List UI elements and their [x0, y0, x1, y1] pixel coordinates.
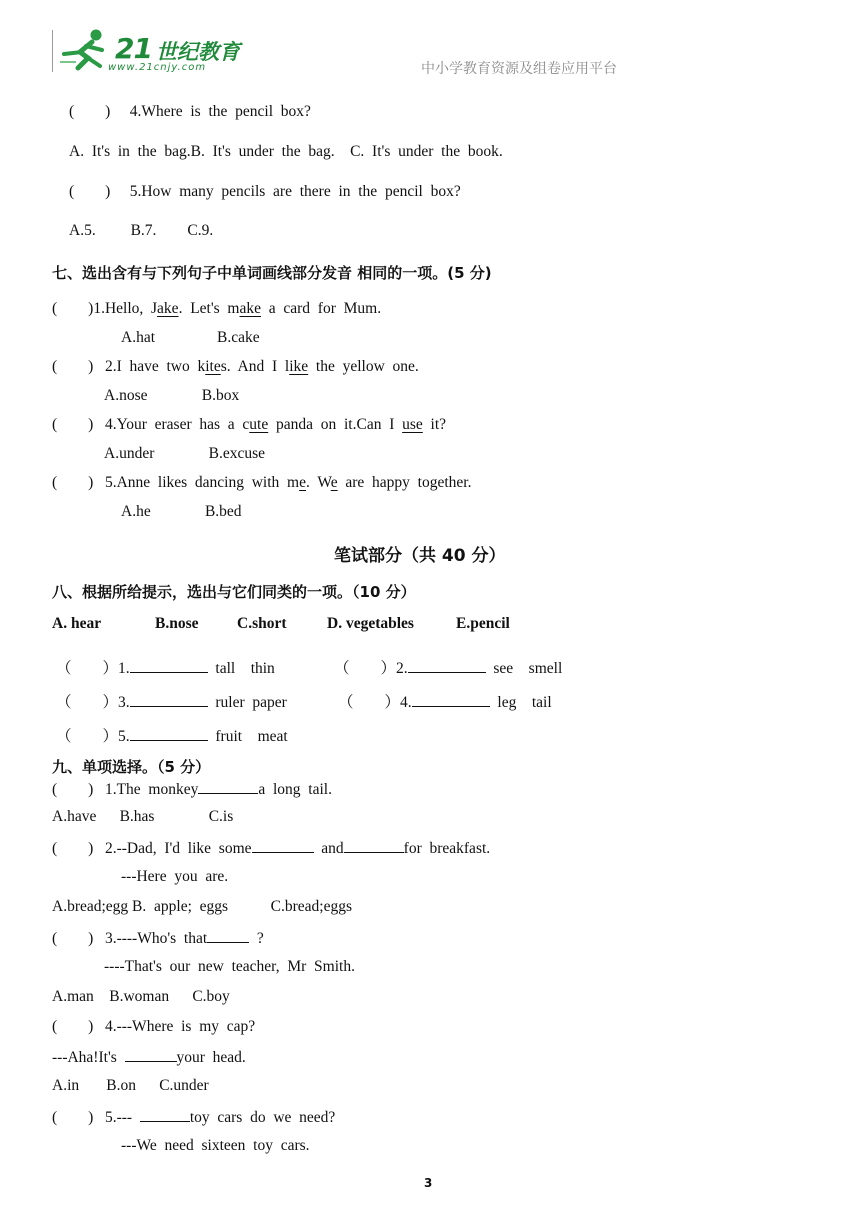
- runner-logo-icon: [58, 28, 110, 72]
- platform-name: 中小学教育资源及组卷应用平台: [421, 61, 617, 77]
- section-8-title: 八、根据所给提示，选出与它们同类的一项。（10 分）: [52, 583, 416, 601]
- s9-question-4: ( ) 4.---Where is my cap?: [52, 1018, 256, 1035]
- s9-question-2: ( ) 2.--Dad, I'd like some and for breakfast.: [52, 840, 491, 857]
- question-5-options: A.5. B.7. C.9.: [69, 222, 214, 239]
- s7-question-1-options: A.hat B.cake: [121, 329, 260, 346]
- s9-question-2-reply: ---Here you are.: [121, 868, 229, 885]
- s8-option-c: C.short: [237, 615, 287, 632]
- question-4: ( ) 4.Where is the pencil box?: [69, 103, 311, 120]
- s8-question-2: （ ）2. see smell: [334, 660, 563, 677]
- s7-question-2-options: A.nose B.box: [104, 387, 240, 404]
- s7-question-2: ( ) 2.I have two kites. And I like the yellow one.: [52, 358, 419, 375]
- section-9-title: 九、单项选择。（5 分）: [52, 758, 211, 776]
- s7-question-4: ( ) 4.Your eraser has a cute panda on it.Can I use it?: [52, 416, 447, 433]
- s7-question-1: ( )1.Hello, Jake. Let's make a card for Mum.: [52, 300, 382, 317]
- s8-option-b: B.nose: [155, 615, 199, 632]
- s9-question-3-options: A.man B.woman C.boy: [52, 988, 230, 1005]
- s9-question-4-options: A.in B.on C.under: [52, 1077, 209, 1094]
- s8-question-4: （ ）4. leg tail: [338, 694, 552, 711]
- s8-question-1: （ ）1. tall thin: [56, 660, 275, 677]
- s7-question-5: ( ) 5.Anne likes dancing with me. We are happy together.: [52, 474, 472, 491]
- s7-question-5-options: A.he B.bed: [121, 503, 242, 520]
- logo-text: 世纪教育: [156, 40, 240, 64]
- s8-question-5: （ ）5. fruit meat: [56, 728, 288, 745]
- s9-question-5-reply: ---We need sixteen toy cars.: [121, 1137, 310, 1154]
- question-5: ( ) 5.How many pencils are there in the pencil box?: [69, 183, 461, 200]
- s9-question-2-options: A.bread;egg B. apple; eggs C.bread;eggs: [52, 898, 353, 915]
- s9-question-5: ( ) 5.--- toy cars do we need?: [52, 1109, 336, 1126]
- logo-number: 21: [115, 32, 152, 65]
- s9-question-3: ( ) 3.----Who's that ?: [52, 930, 264, 947]
- logo-url: www.21cnjy.com: [108, 62, 207, 73]
- s8-question-3: （ ）3. ruler paper: [56, 694, 287, 711]
- written-part-title: 笔试部分（共 40 分）: [334, 546, 506, 566]
- s7-question-4-options: A.under B.excuse: [104, 445, 265, 462]
- s9-question-1-options: A.have B.has C.is: [52, 808, 234, 825]
- s8-option-a: A. hear: [52, 615, 102, 632]
- s8-option-d: D. vegetables: [327, 615, 414, 632]
- section-7-title: 七、选出含有与下列句子中单词画线部分发音 相同的一项。(5 分): [52, 264, 492, 282]
- s9-question-3-reply: ----That's our new teacher, Mr Smith.: [104, 958, 355, 975]
- s9-question-4-reply: ---Aha!It's your head.: [52, 1049, 246, 1066]
- question-4-options: A. It's in the bag.B. It's under the bag. C. It's under the book.: [69, 143, 503, 160]
- page-number: 3: [424, 1176, 433, 1190]
- s9-question-1: ( ) 1.The monkey a long tail.: [52, 781, 332, 798]
- s8-option-e: E.pencil: [456, 615, 510, 632]
- header-divider: [52, 30, 53, 72]
